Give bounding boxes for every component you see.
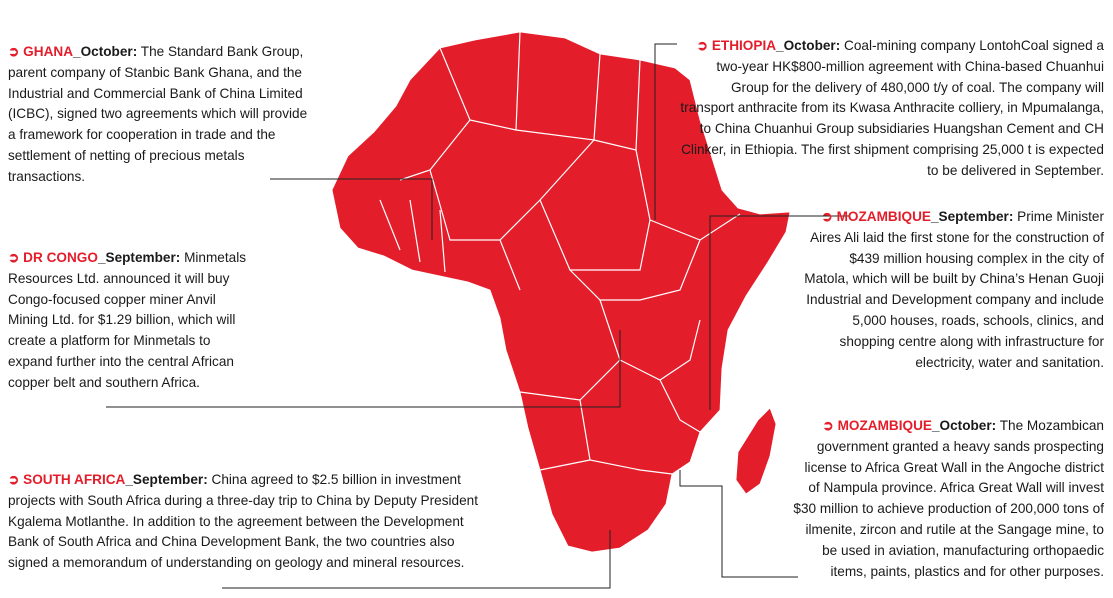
arrow-icon: ➲ — [8, 472, 20, 487]
southafrica-text: China agreed to $2.5 billion in investment projects with South Africa during a three-day trip to China by Deputy President Kgalema Motlanthe. In addition to the agreement between the Development Bank of South Africa and China Development Bank, the two countries also signed a memorandum of understanding on geology and mineral resources. — [8, 472, 478, 571]
ethiopia-country: ETHIOPIA — [711, 38, 777, 53]
drcongo-note — [8, 248, 254, 394]
arrow-icon: ➲ — [8, 44, 20, 59]
mozambique-sep-text: Prime Minister Aires Ali laid the first stone for the construction of $439 million housing complex in the city of Matola, which will be built by China’s Henan Guoji Industrial and Development company and include 5,000 houses, roads, schools, clinics, and shopping centre along with infrastructure for electricity, water and sanitation. — [804, 209, 1104, 370]
ghana-note — [8, 42, 308, 188]
arrow-icon: ➲ — [821, 209, 833, 224]
madagascar — [736, 408, 776, 494]
southafrica-note — [8, 470, 478, 574]
ethiopia-note — [680, 36, 1104, 182]
mozambique-sep-month: _September: — [931, 209, 1014, 224]
mozambique-oct-country: MOZAMBIQUE — [837, 418, 932, 433]
mozambique-sep-note — [804, 207, 1104, 373]
ghana-country: GHANA — [23, 44, 74, 59]
mozambique-sep-country: MOZAMBIQUE — [836, 209, 931, 224]
southafrica-month: _September: — [125, 472, 208, 487]
arrow-icon: ➲ — [696, 38, 709, 53]
southafrica-country: SOUTH AFRICA — [23, 472, 126, 487]
mozambique-oct-leader — [680, 470, 798, 577]
arrow-icon: ➲ — [8, 250, 20, 265]
ethiopia-text: Coal-mining company LontohCoal signed a two-year HK$800-million agreement with China-based Chuanhui Group for the delivery of 480,000 t/y of coal. The company will transport anthracite from its Kwasa Anthracite colliery, in Mpumalanga, to China Chuanhui Group subsidiaries Huangshan Cement and CH Clinker, in Ethiopia. The first shipment comprising 25,000 t is expected to be delivered in September. — [680, 38, 1104, 178]
ghana-text: The Standard Bank Group, parent company of Stanbic Bank Ghana, and the Industrial and Commercial Bank of China Limited (ICBC), signed two agreements which will provide a framework for cooperation in trade and the settlement of netting of precious metals transactions. — [8, 44, 308, 184]
mozambique-oct-month: _October: — [931, 418, 997, 433]
drcongo-text: Minmetals Resources Ltd. announced it will buy Congo-focused copper miner Anvil Mining Ltd. for $1.29 billion, which will create a platform for Minmetals to expand further into the central African copper belt and southern Africa. — [8, 250, 247, 390]
arrow-icon: ➲ — [822, 418, 834, 433]
mozambique-oct-note — [790, 416, 1104, 582]
mozambique-oct-text: The Mozambican government granted a heavy sands prospecting license to Africa Great Wall in the Angoche district of Nampula province. Africa Great Wall will invest $30 million to achieve production of 200,000 tons of ilmenite, zircon and rutile at the Sangage mine, to be used in aviation, manufacturing orthopaedic items, paints, plastics and for other purposes. — [793, 418, 1104, 579]
ghana-month: _October: — [73, 44, 138, 59]
ethiopia-month: _October: — [776, 38, 841, 53]
drcongo-month: _September: — [97, 250, 181, 265]
drcongo-country: DR CONGO — [23, 250, 98, 265]
